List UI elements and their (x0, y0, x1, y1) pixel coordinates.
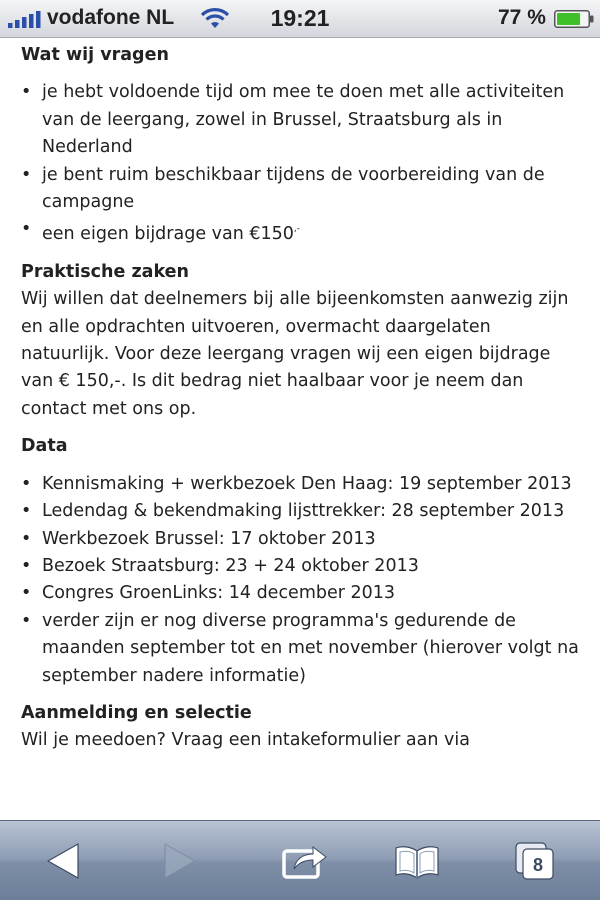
clock: 19:21 (270, 5, 330, 31)
section-heading-wat-wij-vragen: Wat wij vragen (21, 45, 169, 65)
paragraph-aanmelding: Wil je meedoen? Vraag een intakeformulier aan via (21, 730, 470, 751)
section-heading-data: Data (21, 436, 68, 457)
paragraph-praktische-zaken: Wij willen dat deelnemers bij alle bijeenkomsten aanwezig zijn en alle opdrachten uitvoeren, overmacht daargelaten natuurlijk. Voor deze leergang vragen wij een eigen bijdrage van € 150,-. Is dit bedrag niet haalbaar voor je neem dan contact met ons op. (21, 289, 569, 419)
battery-percentage: 77 % (498, 6, 546, 29)
forward-button[interactable] (155, 839, 205, 883)
web-content[interactable] (0, 38, 600, 820)
article-body (21, 42, 581, 755)
bookmarks-button[interactable] (392, 839, 442, 883)
pages-count: 8 (532, 855, 543, 875)
browser-toolbar (0, 820, 600, 900)
list-item: • Kennismaking + werkbezoek Den Haag: 19 september 2013 (21, 471, 581, 498)
list-item-text: een eigen bijdrage van €150 (42, 224, 294, 245)
list-item: • verder zijn er nog diverse programma's gedurende de maanden september tot en met november (hierover volgt na september nadere informatie) (21, 608, 581, 690)
amount-suffix: ,- (293, 224, 301, 235)
back-button[interactable] (38, 839, 88, 883)
list-item (21, 216, 581, 248)
requirements-list (21, 79, 581, 248)
list-item: • Congres GroenLinks: 14 december 2013 (21, 580, 581, 607)
share-button[interactable] (280, 839, 330, 883)
battery-icon (554, 10, 594, 28)
signal-strength-icon (8, 11, 42, 28)
pages-button[interactable] (510, 839, 560, 883)
list-item: • je hebt voldoende tijd om mee te doen met alle activiteiten van de leergang, zowel in Brussel, Straatsburg als in Nederland (21, 79, 581, 161)
wifi-icon (200, 8, 230, 29)
section-heading-aanmelding: Aanmelding en selectie (21, 702, 252, 723)
section-heading-praktische-zaken: Praktische zaken (21, 261, 189, 282)
battery-fill (557, 13, 580, 25)
status-bar (0, 0, 600, 38)
dates-list (21, 471, 581, 690)
carrier-name: vodafone NL (47, 6, 175, 29)
list-item: • Ledendag & bekendmaking lijsttrekker: 28 september 2013 (21, 498, 581, 525)
list-item: • je bent ruim beschikbaar tijdens de voorbereiding van de campagne (21, 162, 581, 217)
list-item: • Werkbezoek Brussel: 17 oktober 2013 (21, 526, 581, 553)
list-item: • Bezoek Straatsburg: 23 + 24 oktober 2013 (21, 553, 581, 580)
